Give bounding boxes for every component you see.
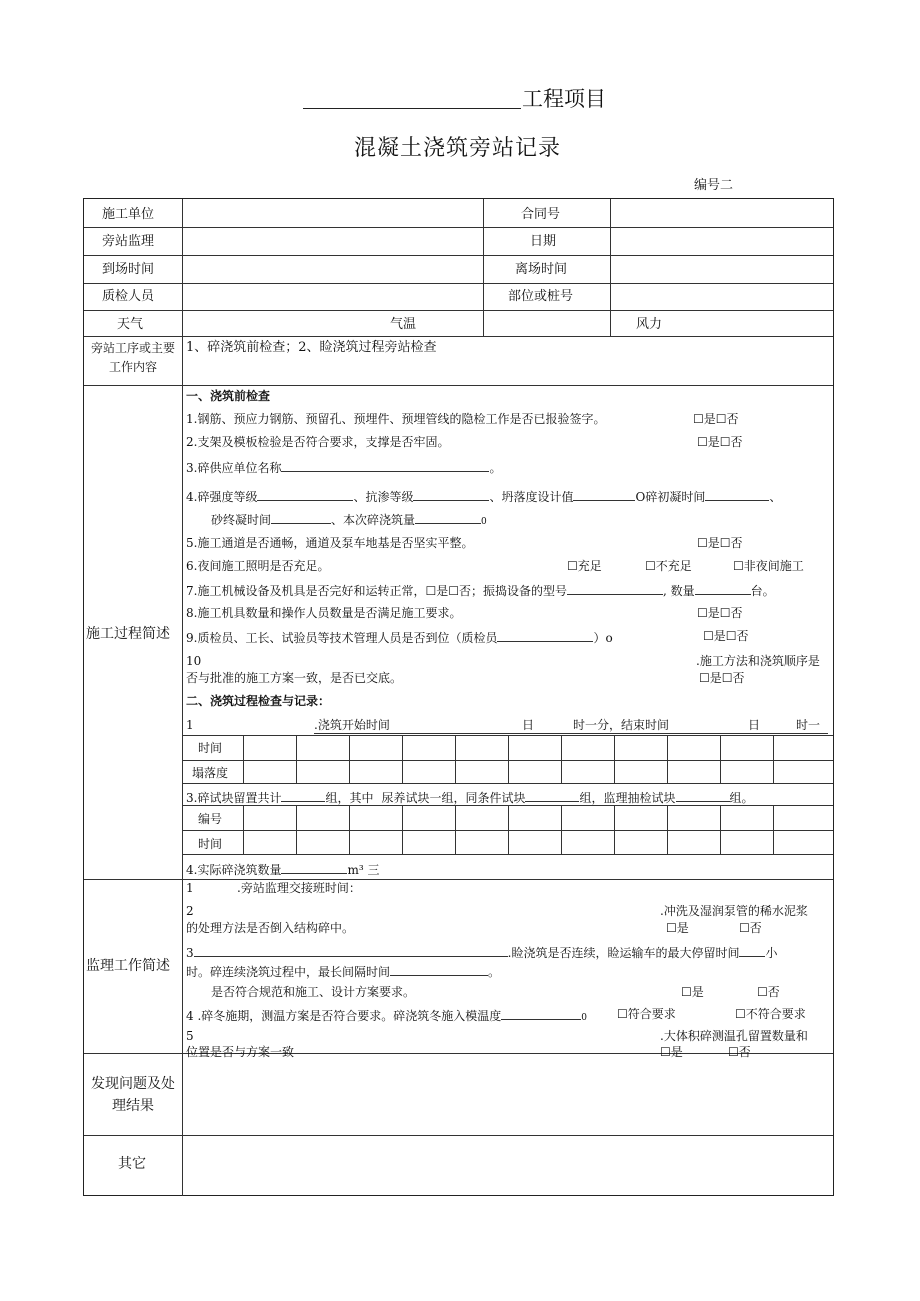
specimen-supervision-label: 组，监理抽检试块 — [579, 791, 676, 805]
item-4-end: 0 — [481, 517, 487, 527]
supervisor-label: 旁站监理 — [102, 234, 155, 249]
vibrator-model-blank[interactable] — [567, 582, 663, 595]
leave-time-label: 离场时间 — [515, 262, 568, 277]
findings-field[interactable] — [183, 1053, 833, 1133]
check-item-6: 6.夜间施工照明是否充足。 — [186, 559, 330, 573]
truck-stay-blank[interactable] — [739, 944, 765, 957]
slump-design-label: 、坍落度设计值 — [489, 490, 574, 504]
specimen-total-label: 3.碎试块留置共计 — [186, 791, 282, 805]
supervision-section-label: 监理工作简述 — [86, 958, 170, 974]
quantity-blank[interactable] — [695, 582, 751, 595]
location-label: 部位或桩号 — [508, 289, 574, 304]
check-item-7 — [186, 582, 775, 599]
sup-item-3-line2 — [186, 963, 500, 980]
check-item-10-text-b: 否与批准的施工方案一致，是否已交底。 — [186, 671, 403, 685]
mold-temp-end: 0 — [581, 1013, 588, 1023]
sup-item-3-number: 3 — [186, 946, 194, 960]
impermeability-blank[interactable] — [413, 488, 489, 501]
pour-time-number: 1 — [186, 718, 194, 732]
pour-volume-blank[interactable] — [415, 511, 481, 524]
start-day-label: 日 — [522, 718, 535, 732]
pour-end-label: 时一分，结束时间 — [573, 718, 670, 732]
specimen-same-blank[interactable] — [525, 789, 579, 802]
leave-time-field[interactable] — [611, 255, 833, 281]
arrival-time-field[interactable] — [183, 255, 480, 281]
pour-time-line — [186, 718, 828, 734]
sup-item-5-no[interactable]: ☐否 — [728, 1045, 751, 1059]
sup-item-5-number: 5 — [186, 1029, 194, 1043]
sup-item-2-text-b: 的处理方法是否倒入结构碎中。 — [186, 921, 355, 935]
findings-label-line1: 发现问题及处 — [91, 1076, 175, 1092]
check-item-3 — [186, 459, 501, 476]
actual-volume-unit: m³ 三 — [347, 863, 380, 877]
sec1-title: 一、浇筑前检查 — [186, 389, 271, 403]
end-day-label: 日 — [748, 718, 761, 732]
check-item-1: 1.钢筋、预应力钢筋、预留孔、预埋件、预埋管线的隐检工作是否已报验签字。 — [186, 412, 606, 426]
temperature-label: 气温 — [390, 317, 417, 332]
staff-label: 9.质检员、工长、试验员等技术管理人员是否到位（质检员 — [186, 631, 498, 645]
strength-blank[interactable] — [257, 488, 353, 501]
sec2-title: 二、浇筑过程检查与记录： — [186, 694, 331, 708]
qc-staff-field[interactable] — [183, 283, 480, 309]
specimen-total-blank[interactable] — [281, 789, 325, 802]
sup-item-2-no[interactable]: ☐否 — [739, 921, 762, 935]
quantity-label: , 数量 — [662, 584, 695, 598]
process-label — [84, 341, 182, 375]
process-content: 1、碎浇筑前检查；2、睑浇筑过程旁站检查 — [186, 340, 437, 355]
winter-construction-label: 4 .碎冬施期，测温方案是否符合要求。碎浇筑冬施入模温度 — [186, 1009, 502, 1023]
check-item-10-options[interactable]: ☐是☐否 — [699, 671, 745, 685]
sup-item-1: .旁站监理交接班时间： — [237, 881, 361, 895]
check-item-4b — [211, 511, 487, 530]
contract-no-label: 合同号 — [521, 207, 561, 222]
check-item-1-options[interactable]: ☐是☐否 — [693, 412, 739, 426]
sup-item-2-yes[interactable]: ☐是 — [666, 921, 689, 935]
max-interval-label: 时。碎连续浇筑过程中，最长间隔时间 — [186, 965, 391, 979]
specimen-line — [186, 789, 754, 806]
weather-label: 天气 — [117, 317, 144, 332]
slump-time-row-label: 时间 — [198, 741, 223, 755]
record-number-label: 编号二 — [694, 178, 734, 193]
process-label-line2: 工作内容 — [108, 360, 157, 374]
sup-item-3-compliance: 是否符合规范和施工、设计方案要求。 — [211, 985, 416, 999]
process-label-line1: 旁站工序或主要 — [90, 341, 175, 355]
sup-item-3-text: .睑浇筑是否连续，睑运输车的最大停留时间 — [507, 946, 740, 960]
check-item-5: 5.施工通道是否通畅，通道及泵车地基是否坚实平整。 — [186, 536, 474, 550]
sup-item-4-compliant[interactable]: ☐符合要求 — [617, 1007, 676, 1021]
construction-section-label: 施工过程简述 — [86, 626, 170, 642]
no-night-work-option[interactable]: ☐非夜间施工 — [733, 559, 804, 573]
actual-volume-blank[interactable] — [281, 861, 347, 874]
pour-start-label: .浇筑开始时间 — [314, 718, 390, 732]
strength-label: 4.碎强度等级 — [186, 490, 258, 504]
specimen-among-label: 组，其中 — [325, 791, 374, 805]
sup-item-2-number: 2 — [186, 904, 194, 918]
sup-item-5-yes[interactable]: ☐是 — [660, 1045, 683, 1059]
sup-item-5-text-b: 位置是否与方案一致 — [186, 1045, 295, 1059]
check-item-2: 2.支架及模板检验是否符合要求，支撑是否牢固。 — [186, 435, 450, 449]
specimen-same-label: 尿养试块一组，同条件试块 — [381, 791, 526, 805]
check-item-8: 8.施工机具数量和操作人员数量是否满足施工要求。 — [186, 606, 462, 620]
pour-volume-label: 、本次碎浇筑量 — [331, 513, 416, 527]
comma: 、 — [769, 490, 782, 504]
lighting-insufficient-option[interactable]: ☐不充足 — [645, 559, 692, 573]
qc-inspector-blank[interactable] — [497, 629, 593, 642]
qc-staff-label: 质检人员 — [102, 289, 155, 304]
mold-temp-blank[interactable] — [501, 1007, 581, 1020]
specimen-no-row-label: 编号 — [198, 812, 223, 826]
sup-item-3-line — [186, 944, 777, 961]
construction-unit-field[interactable] — [183, 199, 480, 225]
check-item-9 — [186, 629, 613, 646]
check-item-4 — [186, 488, 781, 505]
sup-item-4-line — [186, 1007, 587, 1026]
final-set-label: 砂终凝时间 — [211, 513, 272, 527]
unit-label: 台。 — [750, 584, 775, 598]
sup-item-1-number: 1 — [186, 881, 194, 895]
sup-item-3-yes[interactable]: ☐是 — [681, 985, 704, 999]
check-item-10-text-a: .施工方法和浇筑顺序是 — [696, 654, 820, 668]
arrival-time-label: 到场时间 — [102, 262, 155, 277]
actual-volume-label: 4.实际碎浇筑数量 — [186, 863, 282, 877]
supervisor-field[interactable] — [183, 227, 480, 253]
initial-set-label: O碎初凝时间 — [635, 490, 706, 504]
construction-unit-label: 施工单位 — [102, 207, 155, 222]
sup-item-3-blank[interactable] — [194, 944, 508, 957]
sup-item-4-noncompliant[interactable]: ☐不符合要求 — [735, 1007, 806, 1021]
project-name-blank — [303, 90, 521, 109]
other-label: 其它 — [118, 1156, 146, 1172]
final-set-blank[interactable] — [271, 511, 331, 524]
check-item-3-text: 3.碎供应单位名称 — [186, 461, 282, 475]
initial-set-blank[interactable] — [705, 488, 769, 501]
specimen-end: 组。 — [729, 791, 754, 805]
slump-row-label: 塌落度 — [192, 766, 229, 780]
end-hour-label: 时一 — [796, 718, 821, 732]
actual-volume-line — [186, 861, 379, 878]
sup-item-5-clip — [184, 1026, 832, 1059]
contract-no-field[interactable] — [611, 199, 833, 225]
other-field[interactable] — [183, 1135, 833, 1195]
check-item-9-options[interactable]: ☐是☐否 — [703, 629, 749, 643]
check-item-10-number: 10 — [186, 654, 202, 668]
check-item-8-options[interactable]: ☐是☐否 — [697, 606, 743, 620]
hour-unit: 小 — [765, 946, 778, 960]
lighting-sufficient-option[interactable]: ☐充足 — [567, 559, 602, 573]
specimen-time-row-label: 时间 — [198, 837, 223, 851]
date-field[interactable] — [611, 227, 833, 253]
impermeability-label: 、抗渗等级 — [353, 490, 414, 504]
max-interval-blank[interactable] — [390, 963, 488, 976]
supplier-blank[interactable] — [281, 459, 489, 472]
findings-label-line2: 理结果 — [112, 1098, 154, 1114]
check-item-5-options[interactable]: ☐是☐否 — [697, 536, 743, 550]
pour-time-underline — [314, 733, 828, 734]
sup-item-5-text-a: .大体积碎测温孔留置数量和 — [660, 1029, 808, 1043]
page-title: 混凝土浇筑旁站记录 — [354, 136, 562, 161]
project-title-suffix: 工程项目 — [522, 87, 606, 111]
location-field[interactable] — [611, 283, 833, 309]
check-item-2-options[interactable]: ☐是☐否 — [697, 435, 743, 449]
equipment-label: 7.施工机械设备及机具是否完好和运转正常，☐是☐否；振捣设备的型号 — [186, 584, 567, 598]
max-interval-end: 。 — [488, 965, 501, 979]
sup-item-2-text-a: .冲洗及湿润泵管的稀水泥浆 — [660, 904, 808, 918]
specimen-supervision-blank[interactable] — [676, 789, 730, 802]
date-label: 日期 — [530, 234, 557, 249]
slump-design-blank[interactable] — [573, 488, 635, 501]
wind-label: 风力 — [636, 317, 663, 332]
staff-end: ）o — [593, 631, 613, 645]
check-item-3-end: 。 — [489, 461, 502, 475]
findings-label — [84, 1075, 182, 1115]
sup-item-3-no[interactable]: ☐否 — [757, 985, 780, 999]
